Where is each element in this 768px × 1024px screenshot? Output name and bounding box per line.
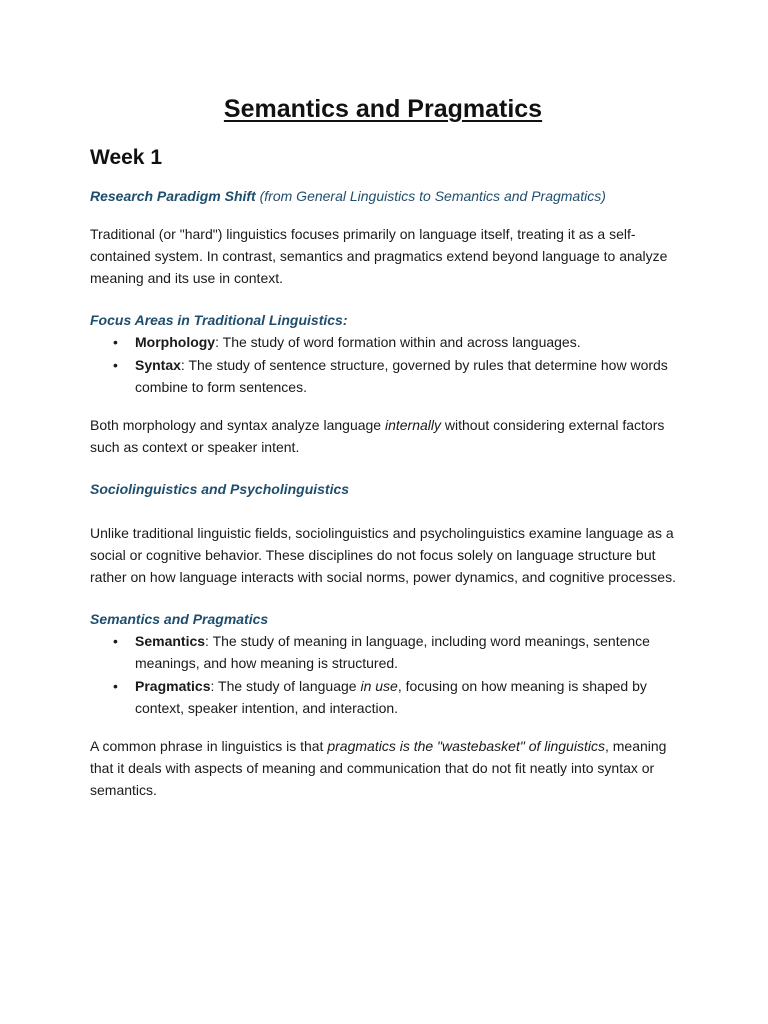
bullet-icon: • — [113, 677, 118, 694]
emphasis-wastebasket: pragmatics is the "wastebasket" of linguistics — [327, 737, 605, 754]
term-morphology: Morphology — [135, 334, 216, 350]
document-title: Semantics and Pragmatics — [223, 95, 543, 123]
section-heading-focus-areas: Focus Areas in Traditional Linguistics: — [90, 312, 348, 328]
bullet-icon: • — [113, 632, 118, 649]
bullet-list-semantics-pragmatics — [90, 630, 680, 720]
bullet-icon: • — [113, 356, 118, 373]
section-heading-semantics-pragmatics: Semantics and Pragmatics — [90, 610, 269, 627]
section-heading-research-paradigm — [90, 186, 680, 207]
emphasis-internally: internally — [384, 416, 442, 433]
term-semantics: Semantics — [135, 632, 206, 649]
list-item-syntax: • Syntax: The study of sentence structure, governed by rules that determine how words combine to form sentences. — [135, 354, 680, 399]
term-syntax: Syntax — [135, 356, 181, 373]
bullet-list-focus-areas — [90, 331, 680, 399]
paragraph-internal-analysis: Both morphology and syntax analyze language internally without considering external factors such as context or speaker intent. — [90, 416, 665, 455]
list-item-morphology: • Morphology: The study of word formation within and across languages. — [135, 331, 680, 354]
week-heading: Week 1 — [90, 146, 162, 169]
paragraph-socio-psycho: Unlike traditional linguistic fields, sociolinguistics and psycholinguistics examine language as a social or cognitive behavior. These disciplines do not focus solely on language structure but rather on how language interacts with social norms, power dynamics, and cognitive processes. — [90, 524, 676, 585]
emphasis-in-use: in use — [360, 677, 398, 694]
paragraph-traditional-linguistics: Traditional (or "hard") linguistics focuses primarily on language itself, treating it as a self-contained system. In contrast, semantics and pragmatics extend beyond language to analyze meaning and its use in context. — [90, 226, 668, 286]
section-heading-bold: Research Paradigm Shift — [90, 188, 256, 204]
paragraph-wastebasket: A common phrase in linguistics is that pragmatics is the "wastebasket" of linguistics, meaning that it deals with aspects of meaning and communication that do not fit neatly into syntax or semantics. — [90, 737, 667, 798]
section-heading-socio-psycho: Sociolinguistics and Psycholinguistics — [90, 480, 350, 497]
list-item-semantics: • Semantics: The study of meaning in language, including word meanings, sentence meanings, and how meaning is structured. — [135, 630, 680, 675]
term-pragmatics: Pragmatics — [135, 677, 211, 694]
section-heading-parenthetical: (from General Linguistics to Semantics and Pragmatics) — [255, 188, 606, 204]
bullet-icon: • — [113, 334, 118, 350]
document-body — [90, 186, 680, 801]
list-item-pragmatics: • Pragmatics: The study of language in use, focusing on how meaning is shaped by context, speaker intention, and interaction. — [135, 675, 680, 720]
